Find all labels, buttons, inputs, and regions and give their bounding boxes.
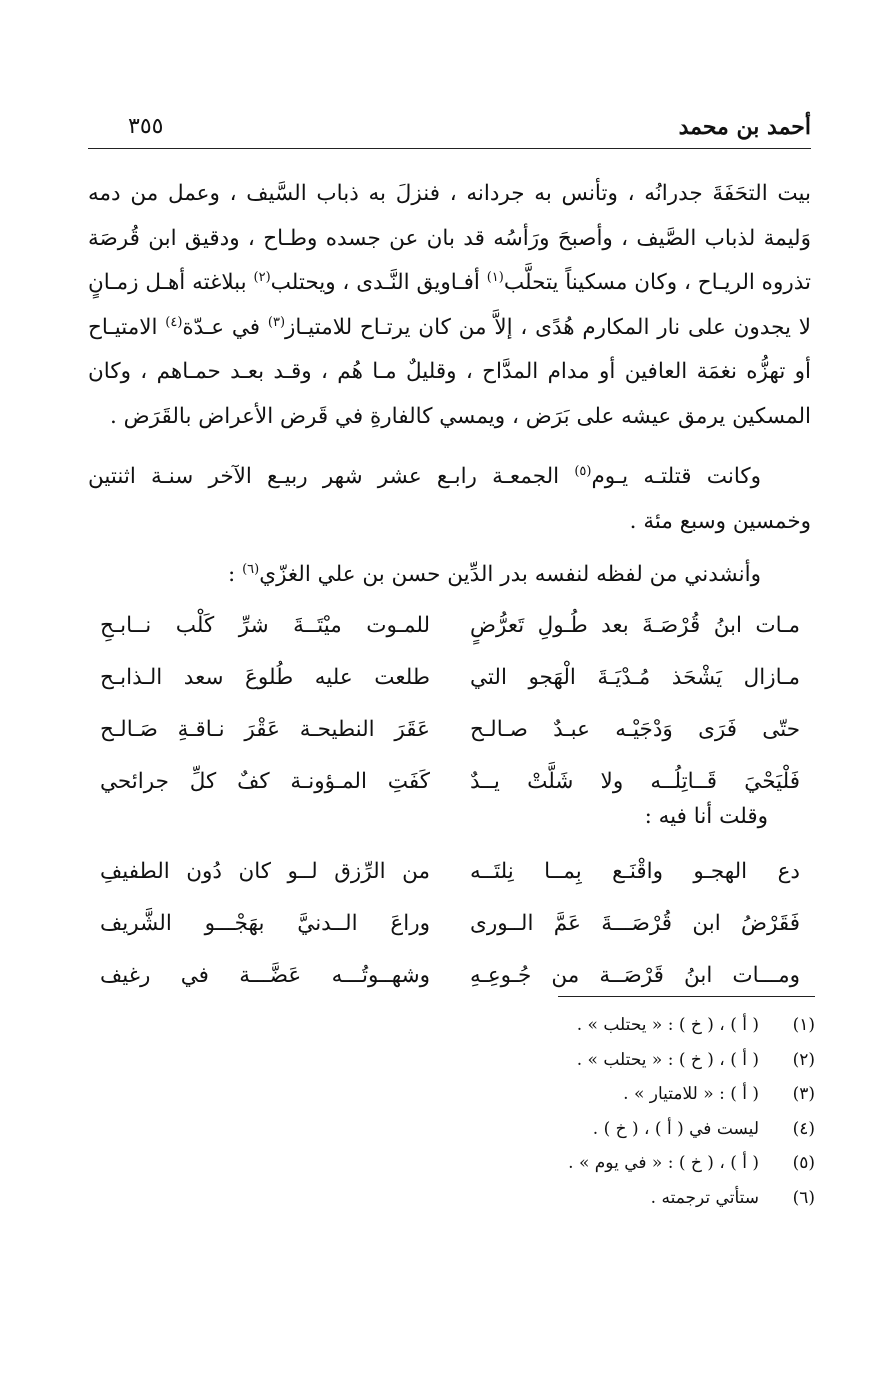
poem-2	[100, 846, 800, 1002]
verse-line	[100, 600, 800, 652]
paragraph-3-text-b: :	[228, 562, 243, 587]
footnote	[300, 1008, 815, 1043]
footnote-text: ليست في ( أ ) ، ( خ ) .	[592, 1118, 759, 1139]
first-hemistich: فَلْيَحْيَ قَــاتِلُــه ولا شَلَّتْ يــدٌ	[470, 769, 800, 794]
paragraph-1-text-b: أفـاويق النَّـدى ، ويحتلب	[270, 270, 487, 295]
footnote-number: (٢)	[792, 1049, 815, 1070]
footnote-ref-6: (٦)	[242, 561, 260, 577]
page-header	[88, 108, 811, 149]
first-hemistich: فَقَرْضُ ابن قُرْصَـــةَ عَمَّ الــورى	[470, 911, 800, 936]
verse-line	[100, 898, 800, 950]
paragraph-2-text-b: الجمعـة رابـع عشر شهر ربيـع الآخر سنـة اثنتين وخمسين وسبع مئة .	[88, 464, 811, 534]
first-hemistich: مـازال يَشْحَذ مُـدْيَـةَ الْهَجو التي	[470, 665, 800, 690]
second-hemistich: عَقَرَ النطيحـة عَقْرَ نـاقـةِ صَـالـح	[100, 717, 430, 742]
footnote-ref-5: (٥)	[574, 463, 592, 479]
footnote	[300, 1043, 815, 1078]
footnote	[300, 1077, 815, 1112]
poem-1	[100, 600, 800, 808]
footnote-ref-2: (٢)	[253, 269, 271, 285]
paragraph-3	[88, 553, 811, 598]
paragraph-3-text-a: وأنشدني من لفظه لنفسه بدر الدِّين حسن بن علي الغزّي	[259, 562, 761, 587]
second-hemistich: وشهــوتُـــه عَضَّـــة في رغيف	[100, 963, 430, 988]
footnote-text: ( أ ) ، ( خ ) : « يحتلب » .	[576, 1015, 759, 1035]
paragraph-2-text-a: وكانت قتلتـه يـوم	[591, 464, 761, 489]
footnote	[300, 1181, 815, 1216]
footnote-number: (٤)	[792, 1118, 815, 1139]
footnote-text: ( أ ) ، ( خ ) : « يحتلب » .	[576, 1049, 759, 1070]
paragraph-1-text-c: ببلاغته أهـل زمـانٍ لا يجدون على نار المكارم هُدًى ، إلاَّ من كان يرتـاح للامتيـاز	[88, 270, 811, 340]
footnote-ref-4: (٤)	[165, 314, 183, 330]
page-number: ٣٥٥	[128, 114, 164, 139]
paragraph-1-text-e: الامتيـاح أو تهزُّه نغمَة العافين أو مدام المدَّاح ، وقليلٌ مـا هُم ، وقـد بعـد حمـاهم ، وكان المسكين يرمق عيشه على بَرَض ، ويمسي كالفارةِ في قَرض الأعراض بالقَرَض .	[88, 314, 811, 429]
footnote-number: (١)	[792, 1015, 815, 1035]
footnote-text: ( أ ) ، ( خ ) : « في يوم » .	[568, 1153, 759, 1173]
footnote-ref-3: (٣)	[267, 314, 286, 330]
second-hemistich: من الرِّزق لــو كان دُون الطفيفِ	[100, 859, 430, 884]
verse-line	[100, 704, 800, 756]
footnote-number: (٥)	[792, 1153, 815, 1173]
first-hemistich: حتّى فَرَى وَدْجَيْـه عبـدٌ صـالـح	[470, 717, 800, 742]
footnote-number: (٣)	[792, 1084, 815, 1104]
footnote-text: ( أ ) : « للامتيار » .	[623, 1084, 759, 1104]
second-hemistich: طلعت عليه طُلوعَ سعد الـذابـح	[100, 665, 430, 690]
footnote	[300, 1112, 815, 1147]
footnote-number: (٦)	[792, 1187, 815, 1208]
verse-line	[100, 950, 800, 1002]
running-title: أحمد بن محمد	[678, 114, 811, 140]
verse-line	[100, 846, 800, 898]
paragraph-2	[88, 455, 811, 544]
first-hemistich: دع الهجـو واقْنَـع بِمــا نِلتَــه	[470, 859, 800, 884]
paragraph-1-text-a: بيت التحَفَةَ جدرانُه ، وتأنس به جردانه ، فنزلَ به ذباب السَّيف ، وعمل من دمه وَليمة لذباب الصَّيف ، وأصبحَ ورَأسُه قد بان عن جسده وطـاح ، ودقيق ابن قُرصَة تذروه الريـاح ، وكان مسكيناً يتحلَّب	[88, 181, 811, 295]
intro-line: وقلت أنا فيه :	[644, 804, 768, 829]
footnote-ref-1: (١)	[486, 269, 504, 285]
verse-line	[100, 652, 800, 704]
footnote-divider	[558, 996, 815, 997]
paragraph-1	[88, 172, 811, 439]
footnotes	[300, 1008, 815, 1215]
footnote-text: ستأتي ترجمته .	[650, 1187, 759, 1208]
paragraph-1-text-d: في عـدّة	[182, 314, 268, 340]
first-hemistich: مـات ابنُ قُرْصَـةَ بعد طُـولِ تَعرُّضٍ	[470, 613, 800, 638]
second-hemistich: وراعَ الــدنيَّ بهَجْـــو الشَّريف	[100, 911, 430, 936]
footnote	[300, 1146, 815, 1181]
second-hemistich: كَفَتِ المـؤونـة كفٌ كلِّ جرائحي	[100, 769, 430, 794]
first-hemistich: ومـــات ابنُ قَرْصَــة من جُـوعِـهِ	[470, 963, 800, 988]
second-hemistich: للمـوت ميْتَــةَ شرِّ كَلْب نــابـحِ	[100, 613, 430, 638]
